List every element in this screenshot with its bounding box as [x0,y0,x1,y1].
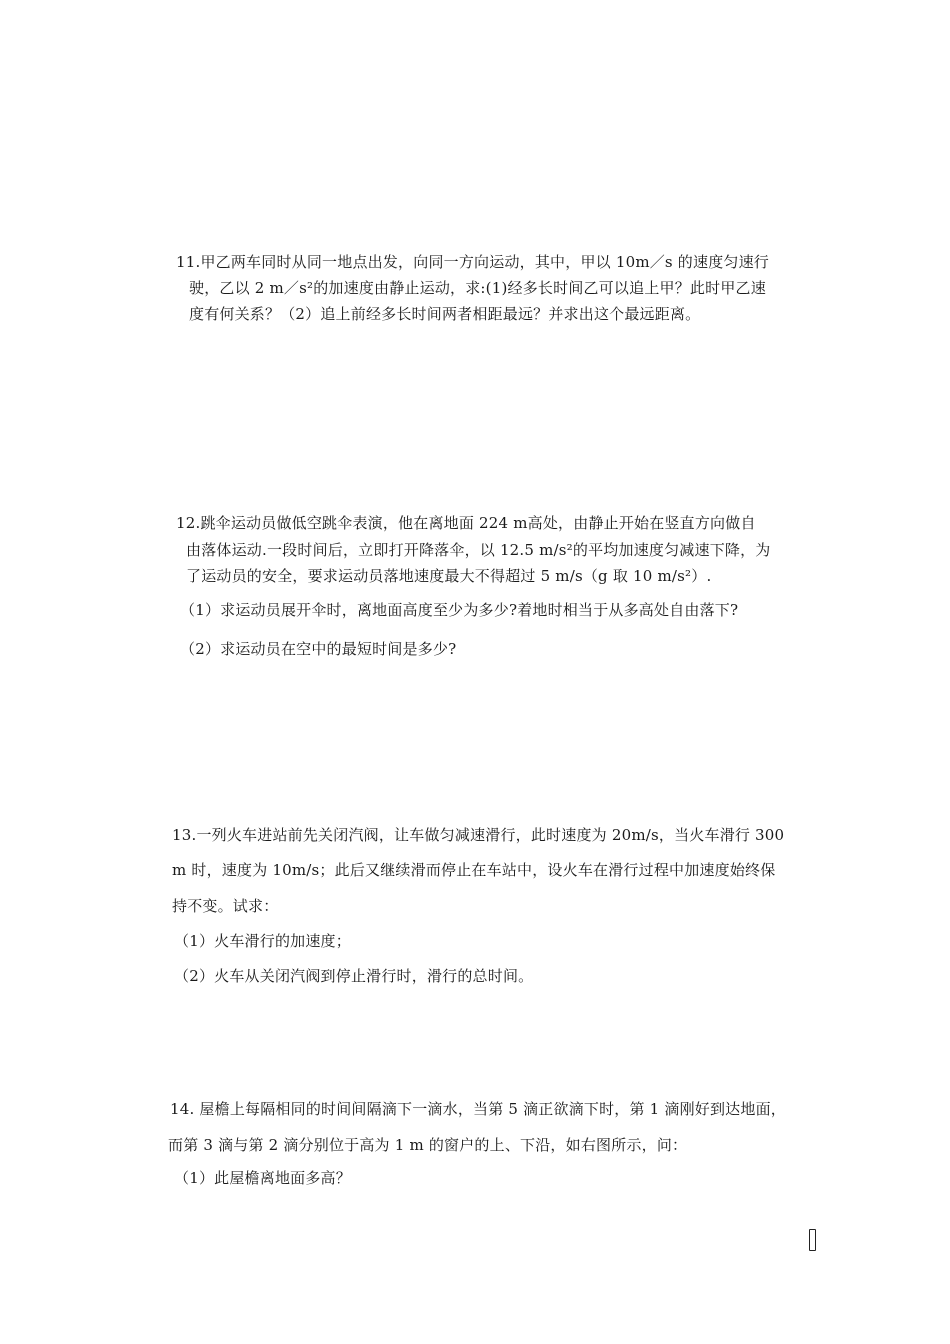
question-12-sub-1: （1）求运动员展开伞时，离地面高度至少为多少?着地时相当于从多高处自由落下? [180,601,739,619]
question-11-line-1: 11.甲乙两车同时从同一地点出发，向同一方向运动，其中，甲以 10m／s 的速度匀速行 [176,253,770,271]
question-12-line-1: 12.跳伞运动员做低空跳伞表演，他在离地面 224 m高处，由静止开始在竖直方向做自 [176,514,756,532]
question-14-line-1: 14. 屋檐上每隔相同的时间间隔滴下一滴水，当第 5 滴正欲滴下时，第 1 滴刚好到达地面， [170,1100,786,1118]
question-12-line-3: 了运动员的安全，要求运动员落地速度最大不得超过 5 m/s（g 取 10 m/s²）. [186,567,712,585]
question-13-line-1: 13.一列火车进站前先关闭汽阀，让车做匀减速滑行，此时速度为 20m/s，当火车滑行 300 [172,826,785,844]
question-12-sub-2: （2）求运动员在空中的最短时间是多少? [180,640,457,658]
question-11-line-3: 度有何关系？（2）追上前经多长时间两者相距最远？并求出这个最远距离。 [189,305,701,323]
question-12-line-2: 由落体运动.一段时间后，立即打开降落伞，以 12.5 m/s²的平均加速度匀减速下降，为 [186,541,771,559]
question-13-line-3: 持不变。试求： [172,897,279,915]
question-13-sub-2: （2）火车从关闭汽阀到停止滑行时，滑行的总时间。 [174,967,534,985]
question-13-line-2: m 时，速度为 10m/s；此后又继续滑而停止在车站中，设火车在滑行过程中加速度始终保 [172,861,776,879]
question-13-sub-1: （1）火车滑行的加速度； [174,932,351,950]
question-11-line-2: 驶，乙以 2 m／s²的加速度由静止运动，求:(1)经多长时间乙可以追上甲？此时甲乙速 [189,279,766,297]
question-14-sub-1: （1）此屋檐离地面多高？ [174,1169,351,1187]
question-14-line-2: 而第 3 滴与第 2 滴分别位于高为 1 m 的窗户的上、下沿，如右图所示，问： [168,1136,688,1154]
placeholder-box [809,1229,816,1251]
